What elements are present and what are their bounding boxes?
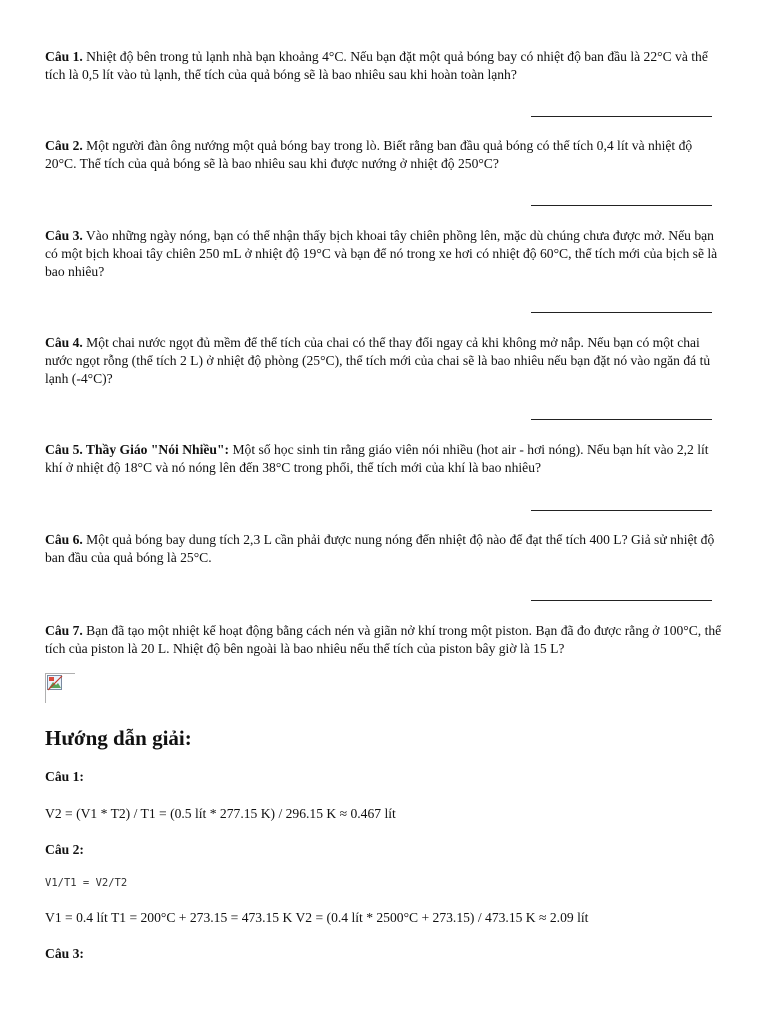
question-4-label: Câu 4. [45,335,83,350]
question-5-text: Một số học sinh tin rằng giáo viên nói nhiều (hot air - hơi nóng). Nếu bạn hít vào 2,2 lít khí ở nhiệt độ 18°C và nó nóng lên đến 38°C trong phổi, thể tích mới của khí là bao nhiêu? [45,442,709,475]
question-6 [45,531,725,567]
question-6-text: Một quả bóng bay dung tích 2,3 L cần phải được nung nóng đến nhiệt độ nào để đạt thể tích 400 L? Giả sử nhiệt độ ban đầu của quả bóng là 25°C. [45,532,715,565]
solution-2-formula: V1/T1 = V2/T2 [45,877,128,889]
question-2 [45,137,725,173]
question-4-text: Một chai nước ngọt đủ mềm để thể tích của chai có thể thay đổi ngay cả khi không mở nắp. Nếu bạn có một chai nước ngọt rỗng (thể tích 2 L) ở nhiệt độ phòng (25°C), thể tích mới của chai sẽ là bao nhiêu nếu bạn đặt nó vào ngăn đá tủ lạnh (-4°C)? [45,335,711,386]
answer-line-6 [531,600,712,601]
question-1-text: Nhiệt độ bên trong tủ lạnh nhà bạn khoảng 4°C. Nếu bạn đặt một quả bóng bay có nhiệt độ ban đầu là 22°C và thể tích là 0,5 lít vào tủ lạnh, thể tích của quả bóng sẽ là bao nhiêu sau khi hoàn toàn lạnh? [45,49,708,82]
answer-line-1 [531,116,712,117]
question-2-text: Một người đàn ông nướng một quả bóng bay trong lò. Biết rằng ban đầu quả bóng có thể tích 0,4 lít và nhiệt độ 20°C. Thể tích của quả bóng sẽ là bao nhiêu sau khi được nướng ở nhiệt độ 250°C? [45,138,693,171]
solution-2-label: Câu 2: [45,842,84,857]
question-6-label: Câu 6. [45,532,83,547]
answer-line-4 [531,419,712,420]
question-1 [45,48,725,84]
solution-1-label: Câu 1: [45,769,84,784]
answer-line-3 [531,312,712,313]
question-7 [45,622,725,658]
question-7-label: Câu 7. [45,623,83,638]
question-4 [45,334,725,388]
answer-line-2 [531,205,712,206]
question-7-text: Bạn đã tạo một nhiệt kế hoạt động bằng cách nén và giãn nở khí trong một piston. Bạn đã đo được rằng ở 100°C, thể tích của piston là 20 L. Nhiệt độ bên ngoài là bao nhiêu nếu thể tích của piston bây giờ là 15 L? [45,623,722,656]
broken-image-glyph [47,675,63,691]
solutions-heading: Hướng dẫn giải: [45,726,192,750]
solution-2-text: V1 = 0.4 lít T1 = 200°C + 273.15 = 473.15 K V2 = (0.4 lít * 2500°C + 273.15) / 473.15 K ≈ 2.09 lít [45,910,589,925]
question-5-label: Câu 5. Thầy Giáo "Nói Nhiều": [45,442,230,457]
solution-3-label: Câu 3: [45,946,84,961]
answer-line-5 [531,510,712,511]
question-5 [45,441,725,477]
question-3-text: Vào những ngày nóng, bạn có thể nhận thấy bịch khoai tây chiên phồng lên, mặc dù chúng chưa được mở. Nếu bạn có một bịch khoai tây chiên 250 mL ở nhiệt độ 19°C và bạn để nó trong xe hơi có nhiệt độ 60°C, thể tích mới của bịch sẽ là bao nhiêu? [45,228,718,279]
broken-image-icon [45,673,75,703]
question-2-label: Câu 2. [45,138,83,153]
question-3-label: Câu 3. [45,228,83,243]
question-1-label: Câu 1. [45,49,83,64]
question-3 [45,227,725,281]
solution-1-text: V2 = (V1 * T2) / T1 = (0.5 lít * 277.15 K) / 296.15 K ≈ 0.467 lít [45,806,396,821]
